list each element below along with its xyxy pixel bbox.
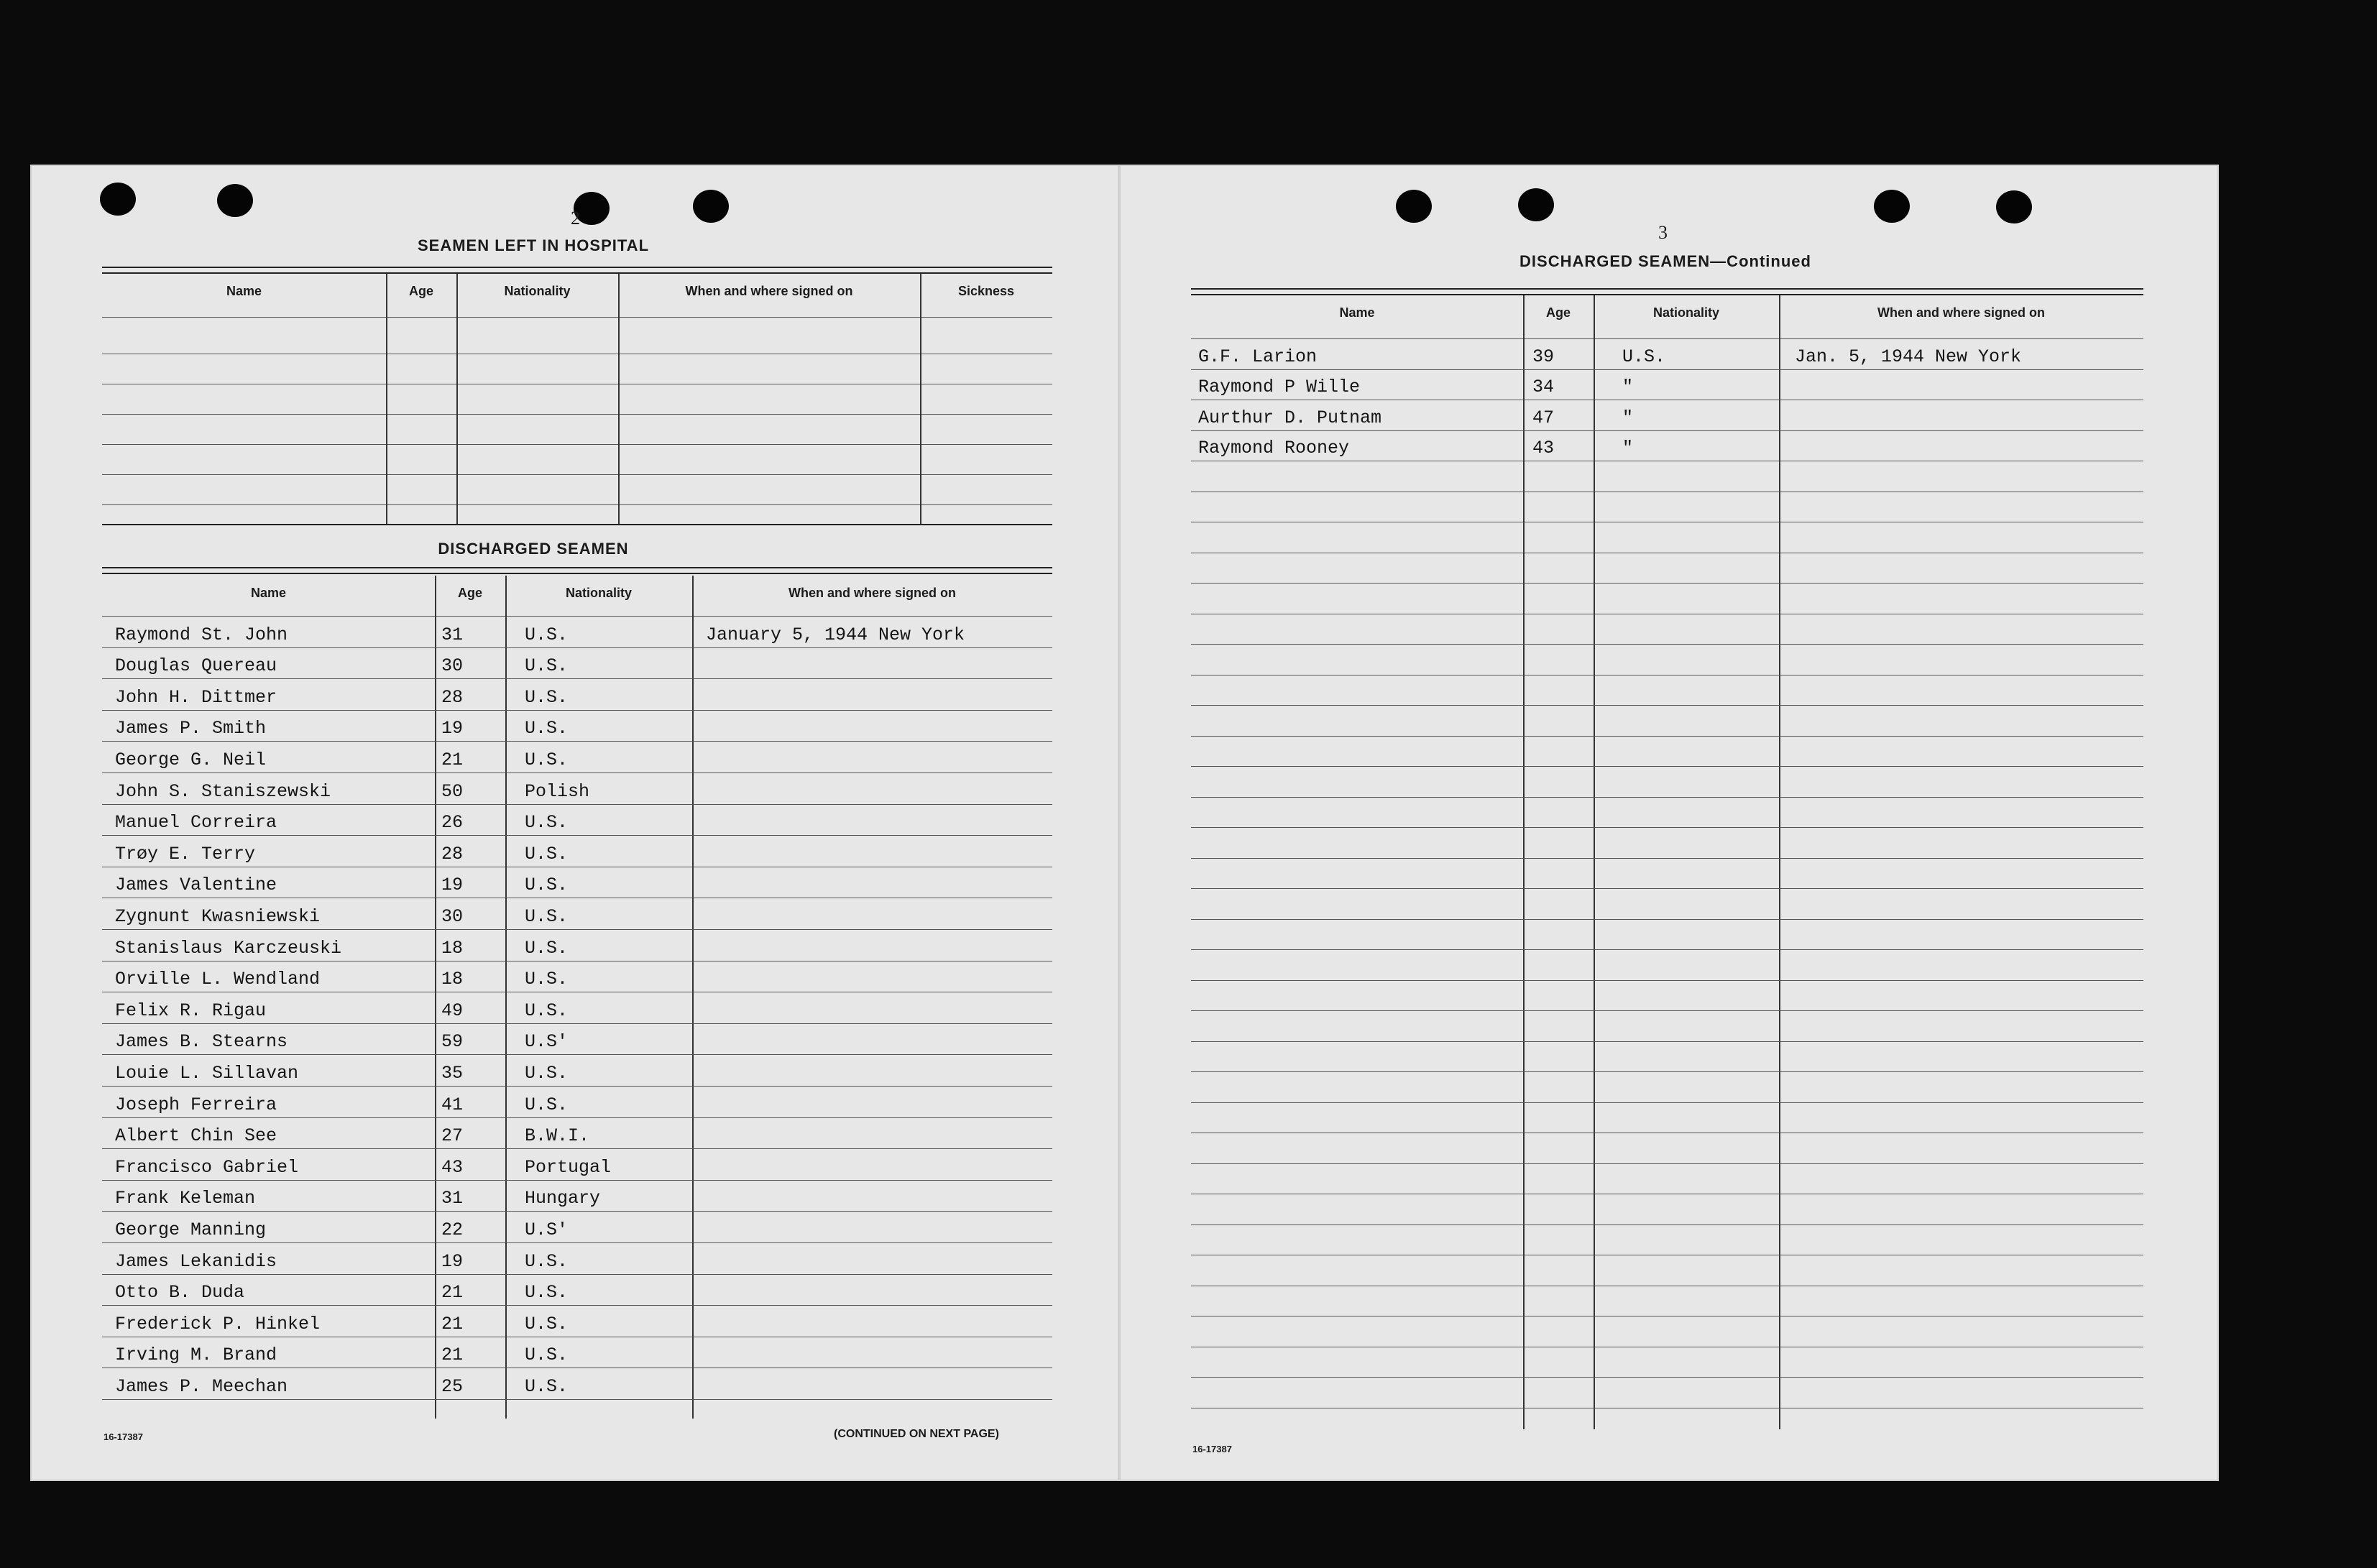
seaman-name: Joseph Ferreira bbox=[115, 1094, 277, 1115]
hospital-header-age: Age bbox=[408, 284, 433, 298]
page-number: 2 bbox=[571, 208, 580, 229]
seaman-name: Trøy E. Terry bbox=[115, 843, 256, 864]
seaman-nationality: Hungary bbox=[525, 1188, 601, 1209]
continued-header-name: Name bbox=[1339, 305, 1375, 320]
seaman-name: Louie L. Sillavan bbox=[115, 1063, 299, 1084]
seaman-signed-on: Jan. 5, 1944 New York bbox=[1795, 346, 2022, 367]
seaman-name: Zygnunt Kwasniewski bbox=[115, 906, 321, 927]
discharged-header-signed-on: When and where signed on bbox=[788, 586, 956, 600]
seaman-nationality: U.S. bbox=[525, 812, 569, 834]
seaman-age: 31 bbox=[441, 1188, 464, 1209]
seaman-nationality: U.S. bbox=[525, 624, 569, 645]
seaman-nationality: U.S. bbox=[525, 906, 569, 927]
seaman-nationality: B.W.I. bbox=[525, 1125, 590, 1147]
hospital-header-nationality: Nationality bbox=[504, 284, 571, 298]
seaman-age: 26 bbox=[441, 812, 464, 834]
seaman-age: 47 bbox=[1532, 407, 1555, 428]
punch-hole bbox=[1874, 190, 1910, 223]
punch-hole bbox=[1996, 190, 2032, 223]
seaman-age: 21 bbox=[441, 1282, 464, 1304]
punch-hole bbox=[693, 190, 729, 223]
seaman-nationality: U.S. bbox=[525, 1000, 569, 1021]
seaman-name: Raymond St. John bbox=[115, 624, 288, 645]
seaman-name: Frederick P. Hinkel bbox=[115, 1313, 321, 1334]
seaman-age: 21 bbox=[441, 750, 464, 770]
seaman-age: 30 bbox=[441, 655, 464, 677]
seaman-nationality: U.S. bbox=[525, 843, 569, 864]
seaman-age: 22 bbox=[441, 1219, 464, 1240]
seaman-nationality: U.S. bbox=[525, 969, 569, 990]
seaman-name: Francisco Gabriel bbox=[115, 1156, 299, 1178]
form-number: 16-17387 bbox=[1192, 1444, 1232, 1454]
seaman-age: 18 bbox=[441, 937, 464, 959]
seaman-name: George Manning bbox=[115, 1219, 267, 1240]
discharged-section-title: DISCHARGED SEAMEN bbox=[438, 540, 629, 558]
seaman-nationality: U.S. bbox=[525, 1345, 569, 1366]
seaman-nationality: U.S' bbox=[525, 1031, 569, 1053]
continued-note: (CONTINUED ON NEXT PAGE) bbox=[834, 1428, 999, 1440]
seaman-name: James P. Smith bbox=[115, 718, 267, 739]
seaman-nationality: U.S' bbox=[525, 1219, 569, 1240]
seaman-nationality: U.S. bbox=[1622, 346, 1666, 367]
seaman-name: James B. Stearns bbox=[115, 1031, 288, 1053]
continued-header-signed-on: When and where signed on bbox=[1877, 305, 2045, 320]
hospital-header-signed-on: When and where signed on bbox=[685, 284, 853, 298]
seaman-age: 43 bbox=[441, 1156, 464, 1178]
seaman-nationality: U.S. bbox=[525, 1250, 569, 1272]
seaman-age: 59 bbox=[441, 1031, 464, 1053]
seaman-age: 31 bbox=[441, 624, 464, 645]
continued-header-age: Age bbox=[1545, 305, 1571, 320]
seaman-name: James Lekanidis bbox=[115, 1250, 277, 1272]
seaman-name: John S. Staniszewski bbox=[115, 780, 331, 802]
discharged-header-age: Age bbox=[457, 586, 482, 600]
seaman-name: Douglas Quereau bbox=[115, 655, 277, 677]
page-number: 3 bbox=[1658, 222, 1668, 243]
seaman-name: James P. Meechan bbox=[115, 1376, 288, 1397]
seaman-nationality: U.S. bbox=[525, 1282, 569, 1304]
seaman-age: 50 bbox=[441, 780, 464, 802]
seaman-age: 27 bbox=[441, 1125, 464, 1147]
form-number: 16-17387 bbox=[104, 1431, 143, 1442]
seaman-age: 25 bbox=[441, 1376, 464, 1397]
seaman-nationality: Polish bbox=[525, 780, 590, 802]
seaman-age: 18 bbox=[441, 969, 464, 990]
seaman-age: 30 bbox=[441, 906, 464, 927]
discharged-header-nationality: Nationality bbox=[565, 586, 632, 600]
seaman-name: Albert Chin See bbox=[115, 1125, 277, 1147]
punch-hole bbox=[217, 184, 253, 217]
seaman-name: George G. Neil bbox=[115, 750, 267, 770]
seaman-name: G.F. Larion bbox=[1198, 346, 1318, 367]
seaman-age: 41 bbox=[441, 1094, 464, 1115]
seaman-name: Stanislaus Karczeuski bbox=[115, 937, 342, 959]
seaman-nationality: U.S. bbox=[525, 937, 569, 959]
seaman-nationality: U.S. bbox=[525, 655, 569, 677]
seaman-age: 28 bbox=[441, 843, 464, 864]
seaman-name: Manuel Correira bbox=[115, 812, 277, 834]
seaman-nationality: U.S. bbox=[525, 718, 569, 739]
seaman-nationality: " bbox=[1622, 377, 1634, 397]
seaman-nationality: " bbox=[1622, 407, 1634, 428]
seaman-age: 28 bbox=[441, 686, 464, 708]
seaman-age: 19 bbox=[441, 718, 464, 739]
punch-hole bbox=[1396, 190, 1432, 223]
seaman-nationality: U.S. bbox=[525, 875, 569, 896]
hospital-header-sickness: Sickness bbox=[957, 284, 1015, 298]
seaman-age: 21 bbox=[441, 1313, 464, 1334]
seaman-age: 43 bbox=[1532, 438, 1555, 458]
seaman-name: Raymond Rooney bbox=[1198, 438, 1350, 458]
seaman-name: Frank Keleman bbox=[115, 1188, 256, 1209]
seaman-nationality: U.S. bbox=[525, 1313, 569, 1334]
hospital-header-name: Name bbox=[226, 284, 262, 298]
left-page bbox=[30, 165, 1119, 1481]
seaman-nationality: U.S. bbox=[525, 686, 569, 708]
seaman-nationality: " bbox=[1622, 438, 1634, 458]
continued-header-nationality: Nationality bbox=[1652, 305, 1719, 320]
seaman-name: Irving M. Brand bbox=[115, 1345, 277, 1366]
seaman-nationality: Portugal bbox=[525, 1156, 612, 1178]
seaman-nationality: U.S. bbox=[525, 1376, 569, 1397]
seaman-age: 49 bbox=[441, 1000, 464, 1021]
seaman-name: Felix R. Rigau bbox=[115, 1000, 267, 1021]
seaman-age: 19 bbox=[441, 875, 464, 896]
seaman-name: James Valentine bbox=[115, 875, 277, 896]
seaman-name: Otto B. Duda bbox=[115, 1282, 245, 1304]
seaman-age: 34 bbox=[1532, 377, 1555, 397]
seaman-name: Orville L. Wendland bbox=[115, 969, 321, 990]
hospital-section-title: SEAMEN LEFT IN HOSPITAL bbox=[417, 236, 650, 254]
continued-section-title: DISCHARGED SEAMEN—Continued bbox=[1519, 252, 1811, 270]
seaman-age: 21 bbox=[441, 1345, 464, 1366]
seaman-signed-on: January 5, 1944 New York bbox=[706, 624, 965, 645]
seaman-age: 35 bbox=[441, 1063, 464, 1084]
seaman-age: 39 bbox=[1532, 346, 1555, 367]
seaman-name: John H. Dittmer bbox=[115, 686, 277, 708]
punch-hole bbox=[100, 183, 136, 216]
seaman-name: Aurthur D. Putnam bbox=[1198, 407, 1382, 428]
discharged-header-name: Name bbox=[250, 586, 287, 600]
seaman-nationality: U.S. bbox=[525, 1094, 569, 1115]
seaman-nationality: U.S. bbox=[525, 1063, 569, 1084]
right-page bbox=[1119, 165, 2219, 1481]
seaman-nationality: U.S. bbox=[525, 750, 569, 770]
punch-hole bbox=[1518, 188, 1554, 221]
seaman-age: 19 bbox=[441, 1250, 464, 1272]
seaman-name: Raymond P Wille bbox=[1198, 377, 1361, 397]
